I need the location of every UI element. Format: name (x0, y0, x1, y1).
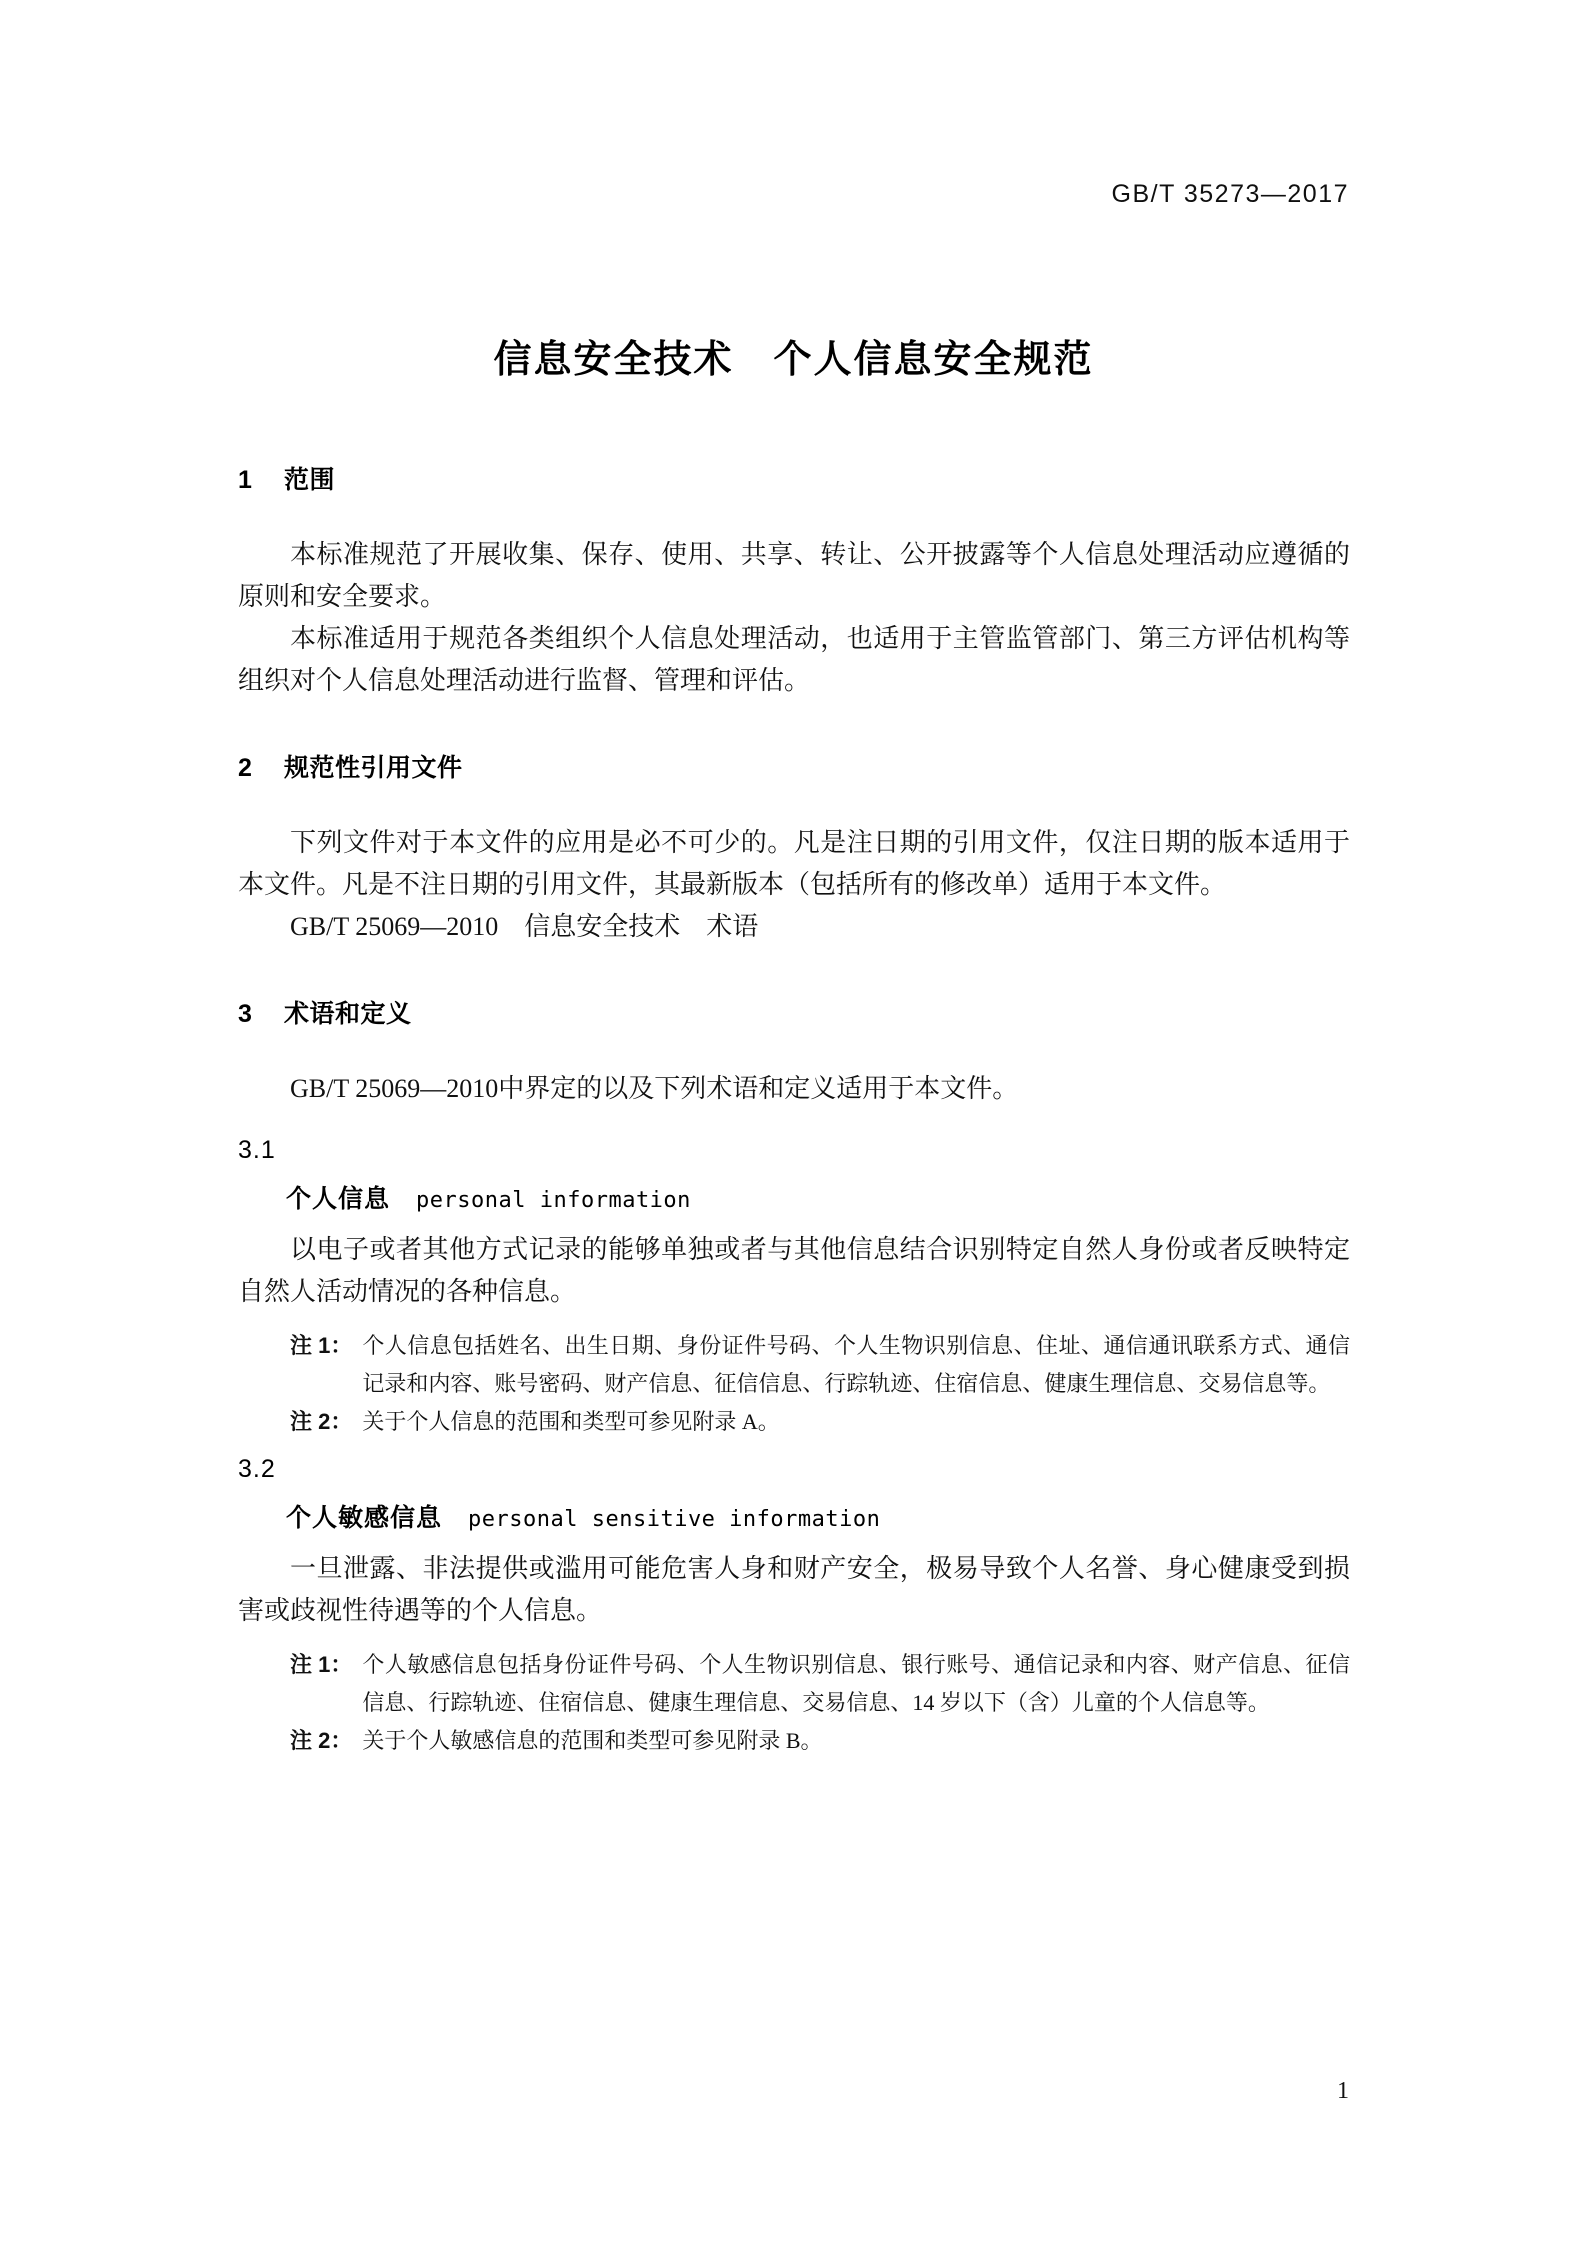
term-entry-3-1 (238, 1179, 1350, 1215)
normative-reference-entry (238, 906, 1350, 948)
clause-number-2: 2 (238, 754, 253, 782)
subclause-number-3-1: 3.1 (238, 1136, 276, 1164)
note-text: 个人敏感信息包括身份证件号码、个人生物识别信息、银行账号、通信记录和内容、财产信息、征信信息、行踪轨迹、住宿信息、健康生理信息、交易信息、14 岁以下（含）儿童的个人信息等。 (362, 1652, 1350, 1715)
note-label: 注 2： (290, 1409, 353, 1434)
clause-heading-1 (238, 460, 1350, 496)
page-title: 信息安全技术 个人信息安全规范 (493, 339, 1094, 381)
note-text: 关于个人信息的范围和类型可参见附录 A。 (362, 1409, 780, 1434)
note-3-2-1 (238, 1646, 1350, 1722)
note-3-1-2 (238, 1403, 1350, 1441)
reference-title: 信息安全技术 术语 (524, 912, 759, 941)
note-label: 注 1： (290, 1333, 353, 1358)
term-definition-3-1: 以电子或者其他方式记录的能够单独或者与其他信息结合识别特定自然人身份或者反映特定自然人活动情况的各种信息。 (238, 1235, 1350, 1306)
clause-number-3: 3 (238, 1000, 253, 1028)
page-number: 1 (1337, 2078, 1349, 2104)
clause-1-paragraph-2: 本标准适用于规范各类组织个人信息处理活动，也适用于主管监管部门、第三方评估机构等组织对个人信息处理活动进行监督、管理和评估。 (238, 624, 1350, 695)
standard-code: GB/T 35273—2017 (1111, 180, 1349, 208)
term-english-3-2: personal sensitive information (468, 1507, 881, 1532)
reference-code: GB/T 25069—2010 (290, 912, 499, 941)
note-3-2-2 (238, 1722, 1350, 1760)
clause-title-1: 范围 (284, 466, 336, 494)
clause-heading-2 (238, 748, 1350, 784)
term-entry-3-2 (238, 1498, 1350, 1534)
note-3-1-1 (238, 1327, 1350, 1403)
note-label: 注 2： (290, 1728, 353, 1753)
clause-title-3: 术语和定义 (284, 1000, 412, 1028)
document-body (238, 460, 1350, 1760)
term-english-3-1: personal information (416, 1188, 691, 1213)
clause-heading-3 (238, 994, 1350, 1030)
clause-2-paragraph-1: 下列文件对于本文件的应用是必不可少的。凡是注日期的引用文件，仅注日期的版本适用于本文件。凡是不注日期的引用文件，其最新版本（包括所有的修改单）适用于本文件。 (238, 828, 1350, 899)
clause-3-paragraph-1: GB/T 25069—2010中界定的以及下列术语和定义适用于本文件。 (290, 1074, 1019, 1103)
subclause-number-3-2: 3.2 (238, 1455, 276, 1483)
note-text: 个人信息包括姓名、出生日期、身份证件号码、个人生物识别信息、住址、通信通讯联系方式、通信记录和内容、账号密码、财产信息、征信信息、行踪轨迹、住宿信息、健康生理信息、交易信息等。 (362, 1333, 1350, 1396)
clause-title-2: 规范性引用文件 (284, 754, 463, 782)
note-text: 关于个人敏感信息的范围和类型可参见附录 B。 (362, 1728, 823, 1753)
note-label: 注 1： (290, 1652, 353, 1677)
running-header (0, 180, 1349, 209)
clause-number-1: 1 (238, 466, 253, 494)
term-definition-3-2: 一旦泄露、非法提供或滥用可能危害人身和财产安全，极易导致个人名誉、身心健康受到损害或歧视性待遇等的个人信息。 (238, 1554, 1350, 1625)
term-chinese-3-1: 个人信息 (286, 1185, 391, 1213)
clause-1-paragraph-1: 本标准规范了开展收集、保存、使用、共享、转让、公开披露等个人信息处理活动应遵循的原则和安全要求。 (238, 540, 1350, 611)
term-chinese-3-2: 个人敏感信息 (286, 1504, 443, 1532)
